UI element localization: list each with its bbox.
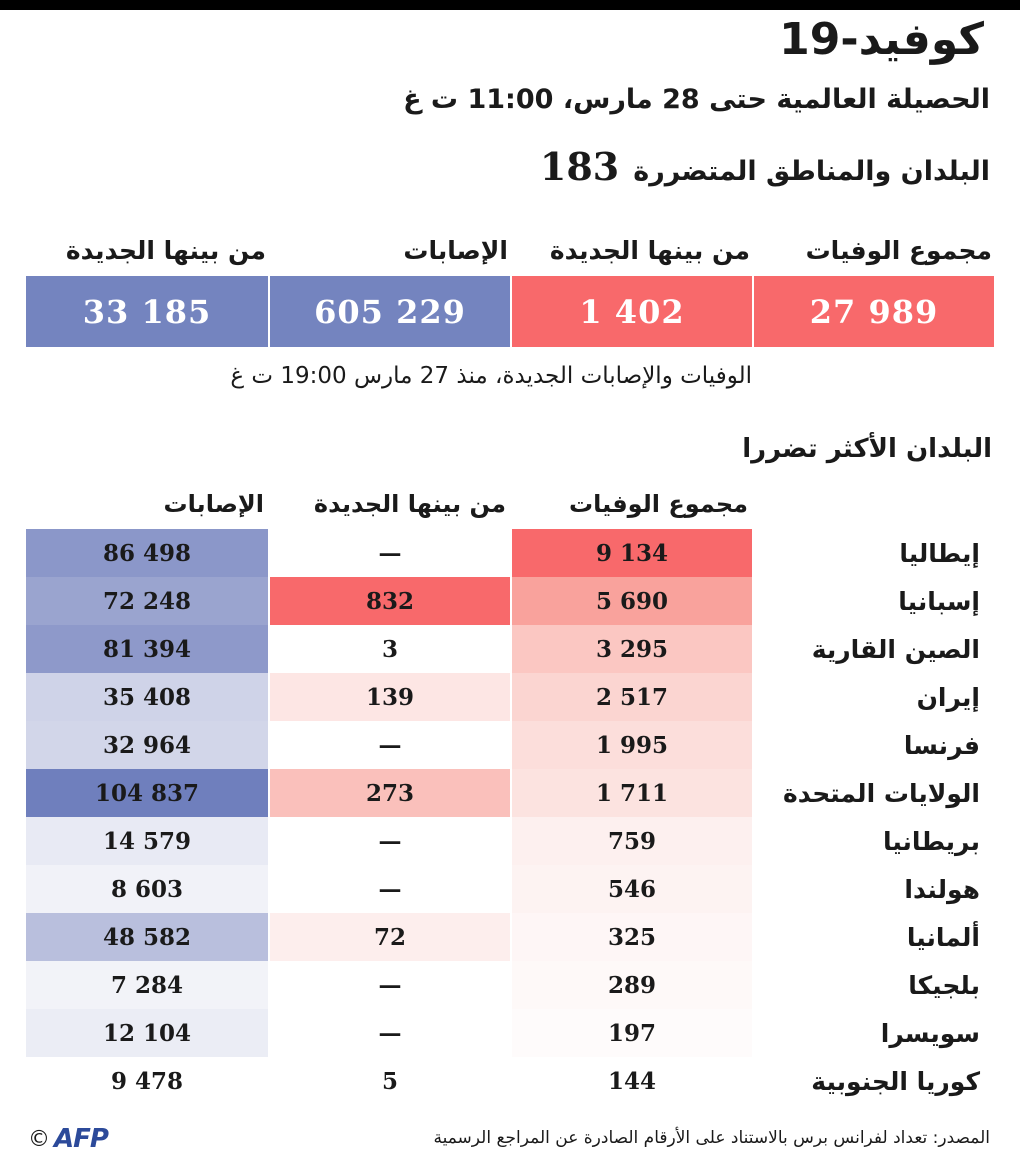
country-name: سويسرا: [880, 1018, 980, 1048]
summary-total-deaths: 27 989: [754, 276, 994, 347]
cell-cases: 81 394: [26, 625, 268, 673]
summary-header-deaths: مجموع الوفيات: [805, 236, 992, 265]
cell-deaths: 9 134: [512, 529, 752, 577]
summary-header-cases: الإصابات: [403, 236, 508, 265]
cell-deaths: 325: [512, 913, 752, 961]
table-row: [0, 817, 1020, 865]
table-row: [0, 625, 1020, 673]
cell-new: 72: [270, 913, 510, 961]
table-row: [0, 1009, 1020, 1057]
page-subtitle: الحصيلة العالمية حتى 28 مارس، 11:00 ت غ: [403, 84, 990, 115]
summary-new-cases: 33 185: [26, 276, 268, 347]
summary-new-deaths: 1 402: [512, 276, 752, 347]
table-row: [0, 529, 1020, 577]
cell-deaths: 289: [512, 961, 752, 1009]
country-name: إسبانيا: [898, 586, 980, 616]
summary-note: الوفيات والإصابات الجديدة، منذ 27 مارس 19:00 ت غ: [230, 363, 752, 389]
country-name: إيطاليا: [899, 538, 980, 568]
summary-header-new-cases: من بينها الجديدة: [65, 236, 266, 265]
table-row: [0, 961, 1020, 1009]
cell-deaths: 197: [512, 1009, 752, 1057]
cell-cases: 8 603: [26, 865, 268, 913]
cell-new: —: [270, 865, 510, 913]
table-row: [0, 865, 1020, 913]
cell-cases: 35 408: [26, 673, 268, 721]
cell-new: —: [270, 721, 510, 769]
country-name: بريطانيا: [882, 826, 980, 856]
cell-cases: 104 837: [26, 769, 268, 817]
cell-deaths: 144: [512, 1057, 752, 1105]
column-header-deaths: مجموع الوفيات: [569, 490, 748, 518]
cell-deaths: 546: [512, 865, 752, 913]
column-header-new: من بينها الجديدة: [313, 490, 506, 518]
table-row: [0, 721, 1020, 769]
table-title: البلدان الأكثر تضررا: [742, 434, 992, 464]
cell-new: —: [270, 817, 510, 865]
top-bar: [0, 0, 1020, 10]
table-row: [0, 769, 1020, 817]
source-note: المصدر: تعداد لفرانس برس بالاستناد على الأرقام الصادرة عن المراجع الرسمية: [433, 1128, 990, 1148]
cell-cases: 14 579: [26, 817, 268, 865]
cell-new: 3: [270, 625, 510, 673]
cell-new: 273: [270, 769, 510, 817]
affected-countries-count: 183: [539, 144, 620, 189]
cell-deaths: 1 711: [512, 769, 752, 817]
country-name: كوريا الجنوبية: [811, 1066, 980, 1096]
cell-cases: 72 248: [26, 577, 268, 625]
cell-new: 832: [270, 577, 510, 625]
table-row: [0, 913, 1020, 961]
cell-cases: 32 964: [26, 721, 268, 769]
country-name: فرنسا: [903, 730, 980, 760]
table-row: [0, 577, 1020, 625]
country-name: بلجيكا: [908, 970, 980, 1000]
cell-new: —: [270, 1009, 510, 1057]
afp-logo-text: AFP: [54, 1124, 108, 1154]
table-row: [0, 1057, 1020, 1105]
cell-cases: 12 104: [26, 1009, 268, 1057]
cell-deaths: 759: [512, 817, 752, 865]
cell-new: —: [270, 529, 510, 577]
country-name: ألمانيا: [906, 922, 980, 952]
cell-deaths: 2 517: [512, 673, 752, 721]
copyright-symbol: ©: [28, 1126, 50, 1152]
cell-cases: 7 284: [26, 961, 268, 1009]
table-row: [0, 673, 1020, 721]
cell-new: —: [270, 961, 510, 1009]
country-name: الولايات المتحدة: [783, 778, 980, 808]
country-name: إيران: [916, 682, 980, 712]
afp-logo: [28, 1124, 108, 1154]
affected-countries-label: البلدان والمناطق المتضررة: [633, 156, 990, 187]
affected-countries: [540, 144, 990, 189]
cell-new: 139: [270, 673, 510, 721]
column-header-cases: الإصابات: [163, 490, 264, 518]
cell-deaths: 1 995: [512, 721, 752, 769]
cell-deaths: 3 295: [512, 625, 752, 673]
cell-new: 5: [270, 1057, 510, 1105]
summary-header-new-deaths: من بينها الجديدة: [549, 236, 750, 265]
cell-cases: 9 478: [26, 1057, 268, 1105]
cell-cases: 48 582: [26, 913, 268, 961]
cell-cases: 86 498: [26, 529, 268, 577]
cell-deaths: 5 690: [512, 577, 752, 625]
summary-total-cases: 605 229: [270, 276, 510, 347]
page-title: كوفيد-19: [779, 14, 984, 65]
country-name: هولندا: [904, 874, 980, 904]
country-name: الصين القارية: [811, 634, 980, 664]
